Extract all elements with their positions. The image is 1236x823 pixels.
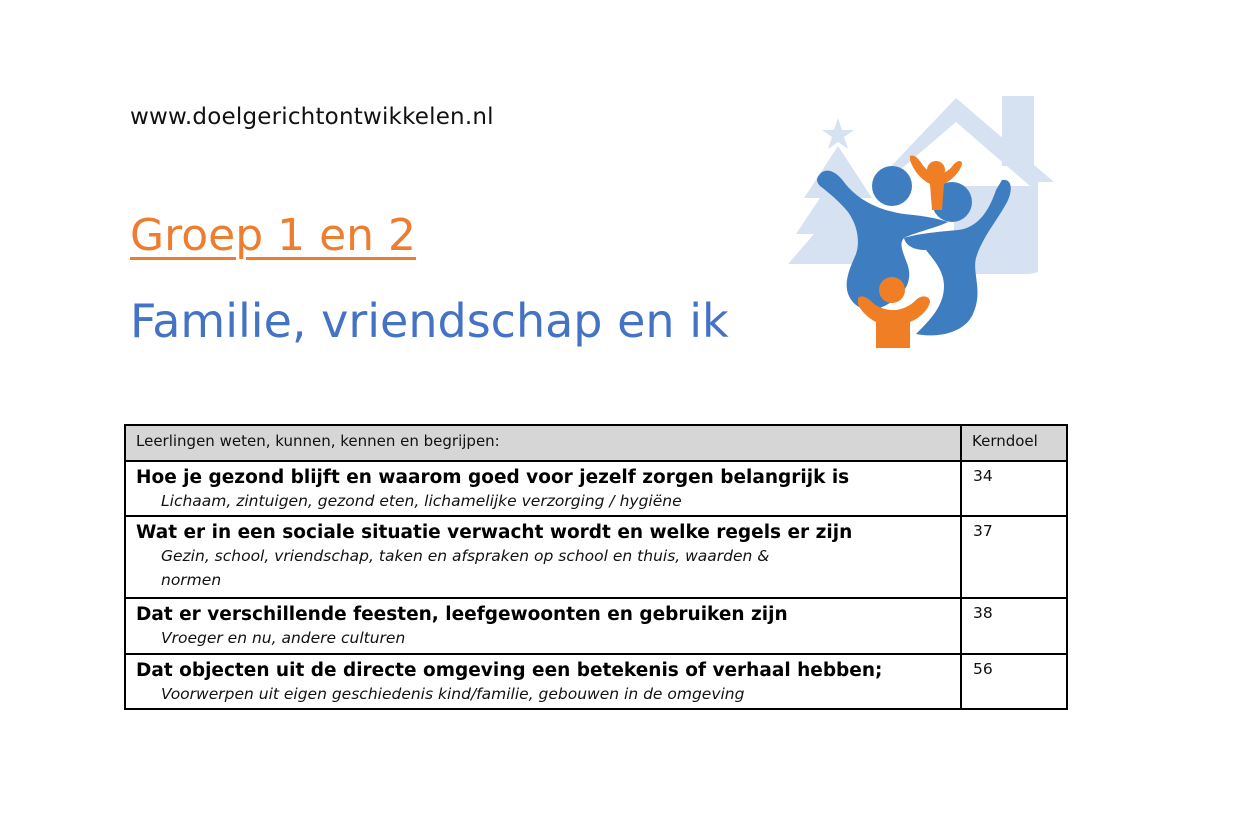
goal-title: Wat er in een sociale situatie verwacht wordt en welke regels er zijn — [136, 522, 853, 543]
goal-code: 37 — [973, 522, 993, 540]
goal-cell — [125, 516, 961, 598]
table-row — [125, 516, 1067, 598]
goal-cell — [125, 654, 961, 709]
header-cell-code — [961, 425, 1067, 461]
table-header-row — [125, 425, 1067, 461]
goal-subtitle: Gezin, school, vriendschap, taken en afspraken op school en thuis, waarden & normen — [161, 547, 770, 589]
header-goals-label: Leerlingen weten, kunnen, kennen en begrijpen: — [136, 432, 500, 450]
code-cell — [961, 461, 1067, 516]
group-title: Groep 1 en 2 — [130, 210, 417, 261]
code-cell — [961, 516, 1067, 598]
code-cell — [961, 654, 1067, 709]
goal-subtitle: Vroeger en nu, andere culturen — [161, 629, 406, 647]
table-row — [125, 654, 1067, 709]
goal-subtitle: Voorwerpen uit eigen geschiedenis kind/familie, gebouwen in de omgeving — [161, 685, 745, 703]
goal-code: 34 — [973, 467, 993, 485]
table-row — [125, 461, 1067, 516]
header-cell-goals — [125, 425, 961, 461]
goal-cell — [125, 461, 961, 516]
goal-code: 56 — [973, 660, 993, 678]
goal-title: Dat objecten uit de directe omgeving een betekenis of verhaal hebben; — [136, 660, 883, 681]
table-row — [125, 598, 1067, 654]
goal-code: 38 — [973, 604, 993, 622]
goal-cell — [125, 598, 961, 654]
theme-title: Familie, vriendschap en ik — [130, 294, 729, 348]
header-code-label: Kerndoel — [972, 432, 1038, 450]
goal-title: Hoe je gezond blijft en waarom goed voor jezelf zorgen belangrijk is — [136, 467, 850, 488]
code-cell — [961, 598, 1067, 654]
goal-title: Dat er verschillende feesten, leefgewoonten en gebruiken zijn — [136, 604, 788, 625]
goals-table — [124, 424, 1068, 710]
website-url: www.doelgerichtontwikkelen.nl — [130, 104, 494, 130]
family-house-logo-icon — [776, 94, 1058, 352]
goal-subtitle: Lichaam, zintuigen, gezond eten, lichamelijke verzorging / hygiëne — [161, 492, 682, 510]
